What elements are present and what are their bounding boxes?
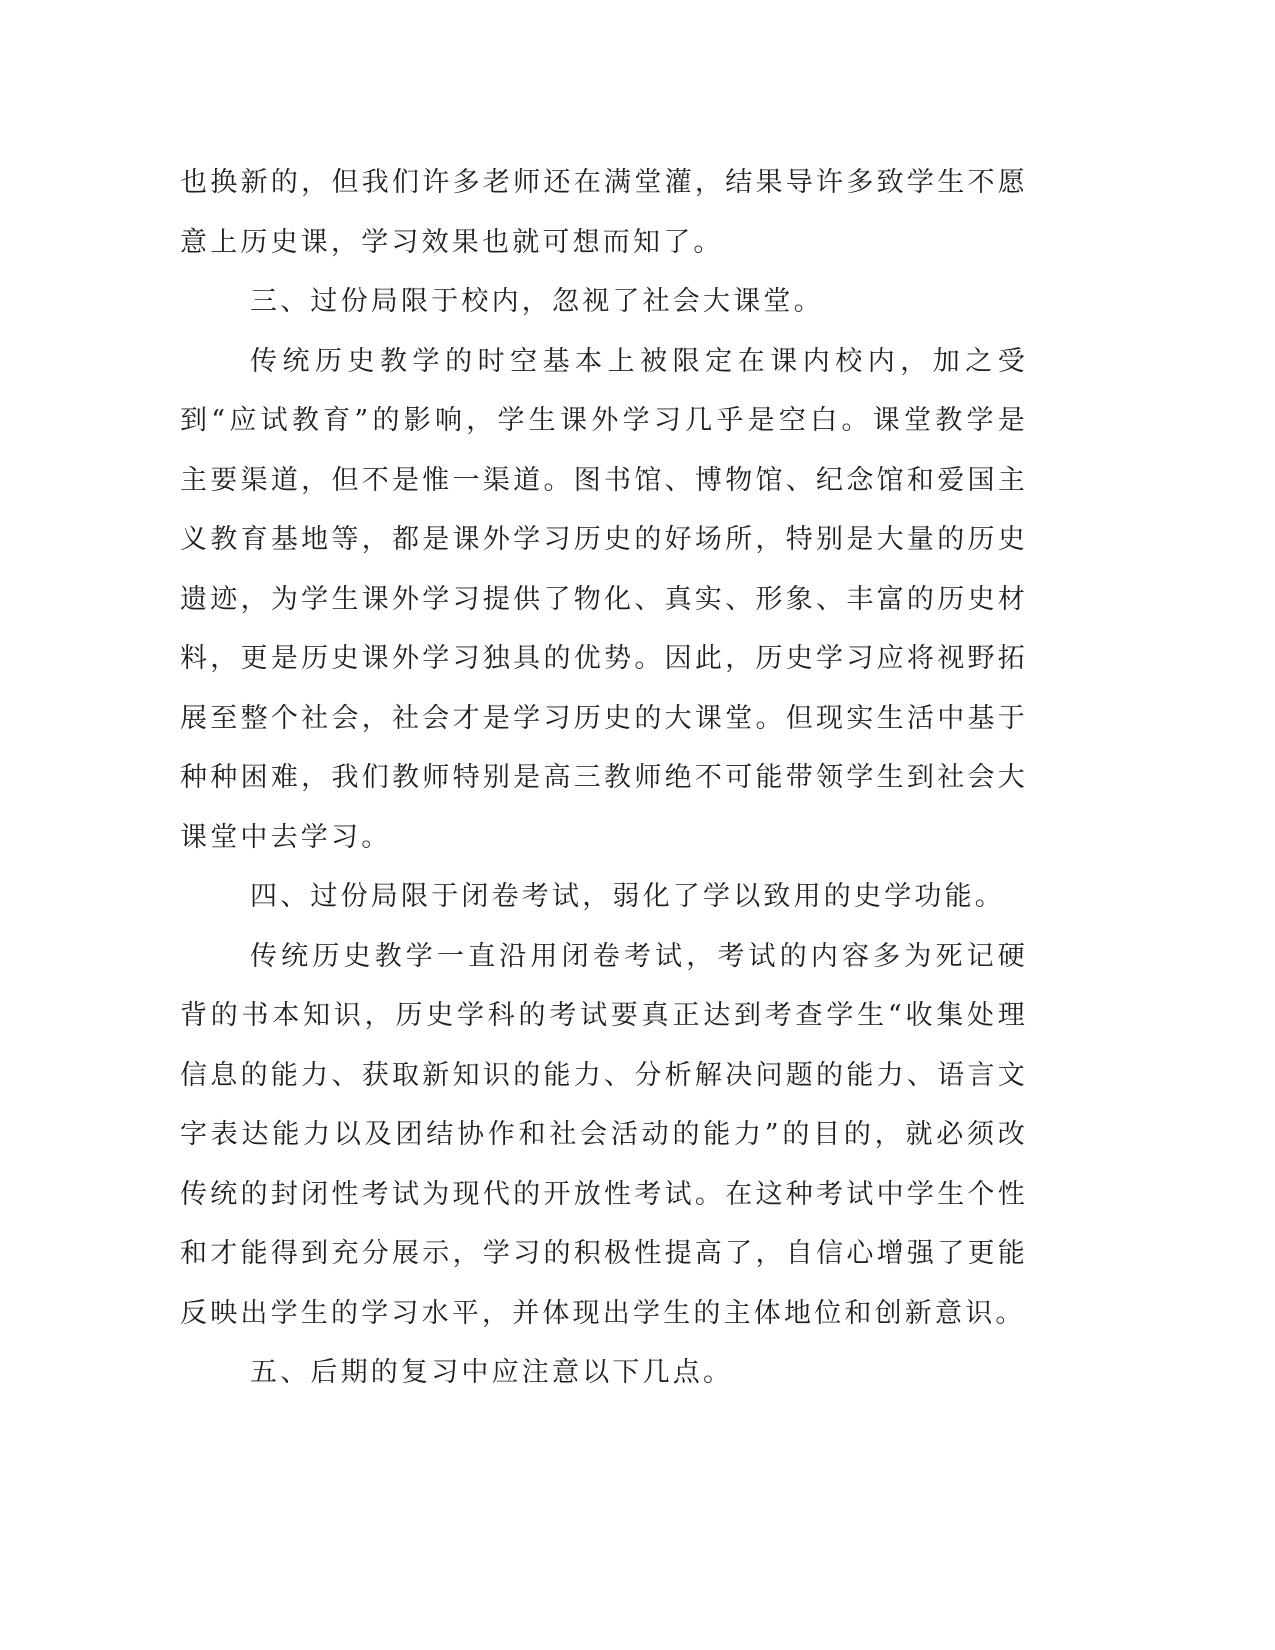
section-heading-5: 五、后期的复习中应注意以下几点。 <box>250 1357 734 1388</box>
document-body <box>180 153 1028 1403</box>
paragraph-section-4-body: 传统历史教学一直沿用闭卷考试，考试的内容多为死记硬背的书本知识，历史学科的考试要真正达到考查学生“收集处理信息的能力、获取新知识的能力、分析解决问题的能力、语言文字表达能力以及团结协作和社会活动的能力”的目的，就必须改传统的封闭性考试为现代的开放性考试。在这种考试中学生个性和才能得到充分展示，学习的积极性提高了，自信心增强了更能反映出学生的学习水平，并体现出学生的主体地位和创新意识。 <box>180 940 1028 1329</box>
section-heading-4: 四、过份局限于闭卷考试，弱化了学以致用的史学功能。 <box>250 881 1005 912</box>
paragraph-continuation: 也换新的，但我们许多老师还在满堂灌，结果导许多致学生不愿意上历史课，学习效果也就可想而知了。 <box>180 167 1028 258</box>
section-heading-3: 三、过份局限于校内，忽视了社会大课堂。 <box>250 286 824 317</box>
paragraph-section-3-body: 传统历史教学的时空基本上被限定在课内校内，加之受到“应试教育”的影响，学生课外学习几乎是空白。课堂教学是主要渠道，但不是惟一渠道。图书馆、博物馆、纪念馆和爱国主义教育基地等，都是课外学习历史的好场所，特别是大量的历史遗迹，为学生课外学习提供了物化、真实、形象、丰富的历史材料，更是历史课外学习独具的优势。因此，历史学习应将视野拓展至整个社会，社会才是学习历史的大课堂。但现实生活中基于种种困难，我们教师特别是高三教师绝不可能带领学生到社会大课堂中去学习。 <box>180 345 1028 853</box>
